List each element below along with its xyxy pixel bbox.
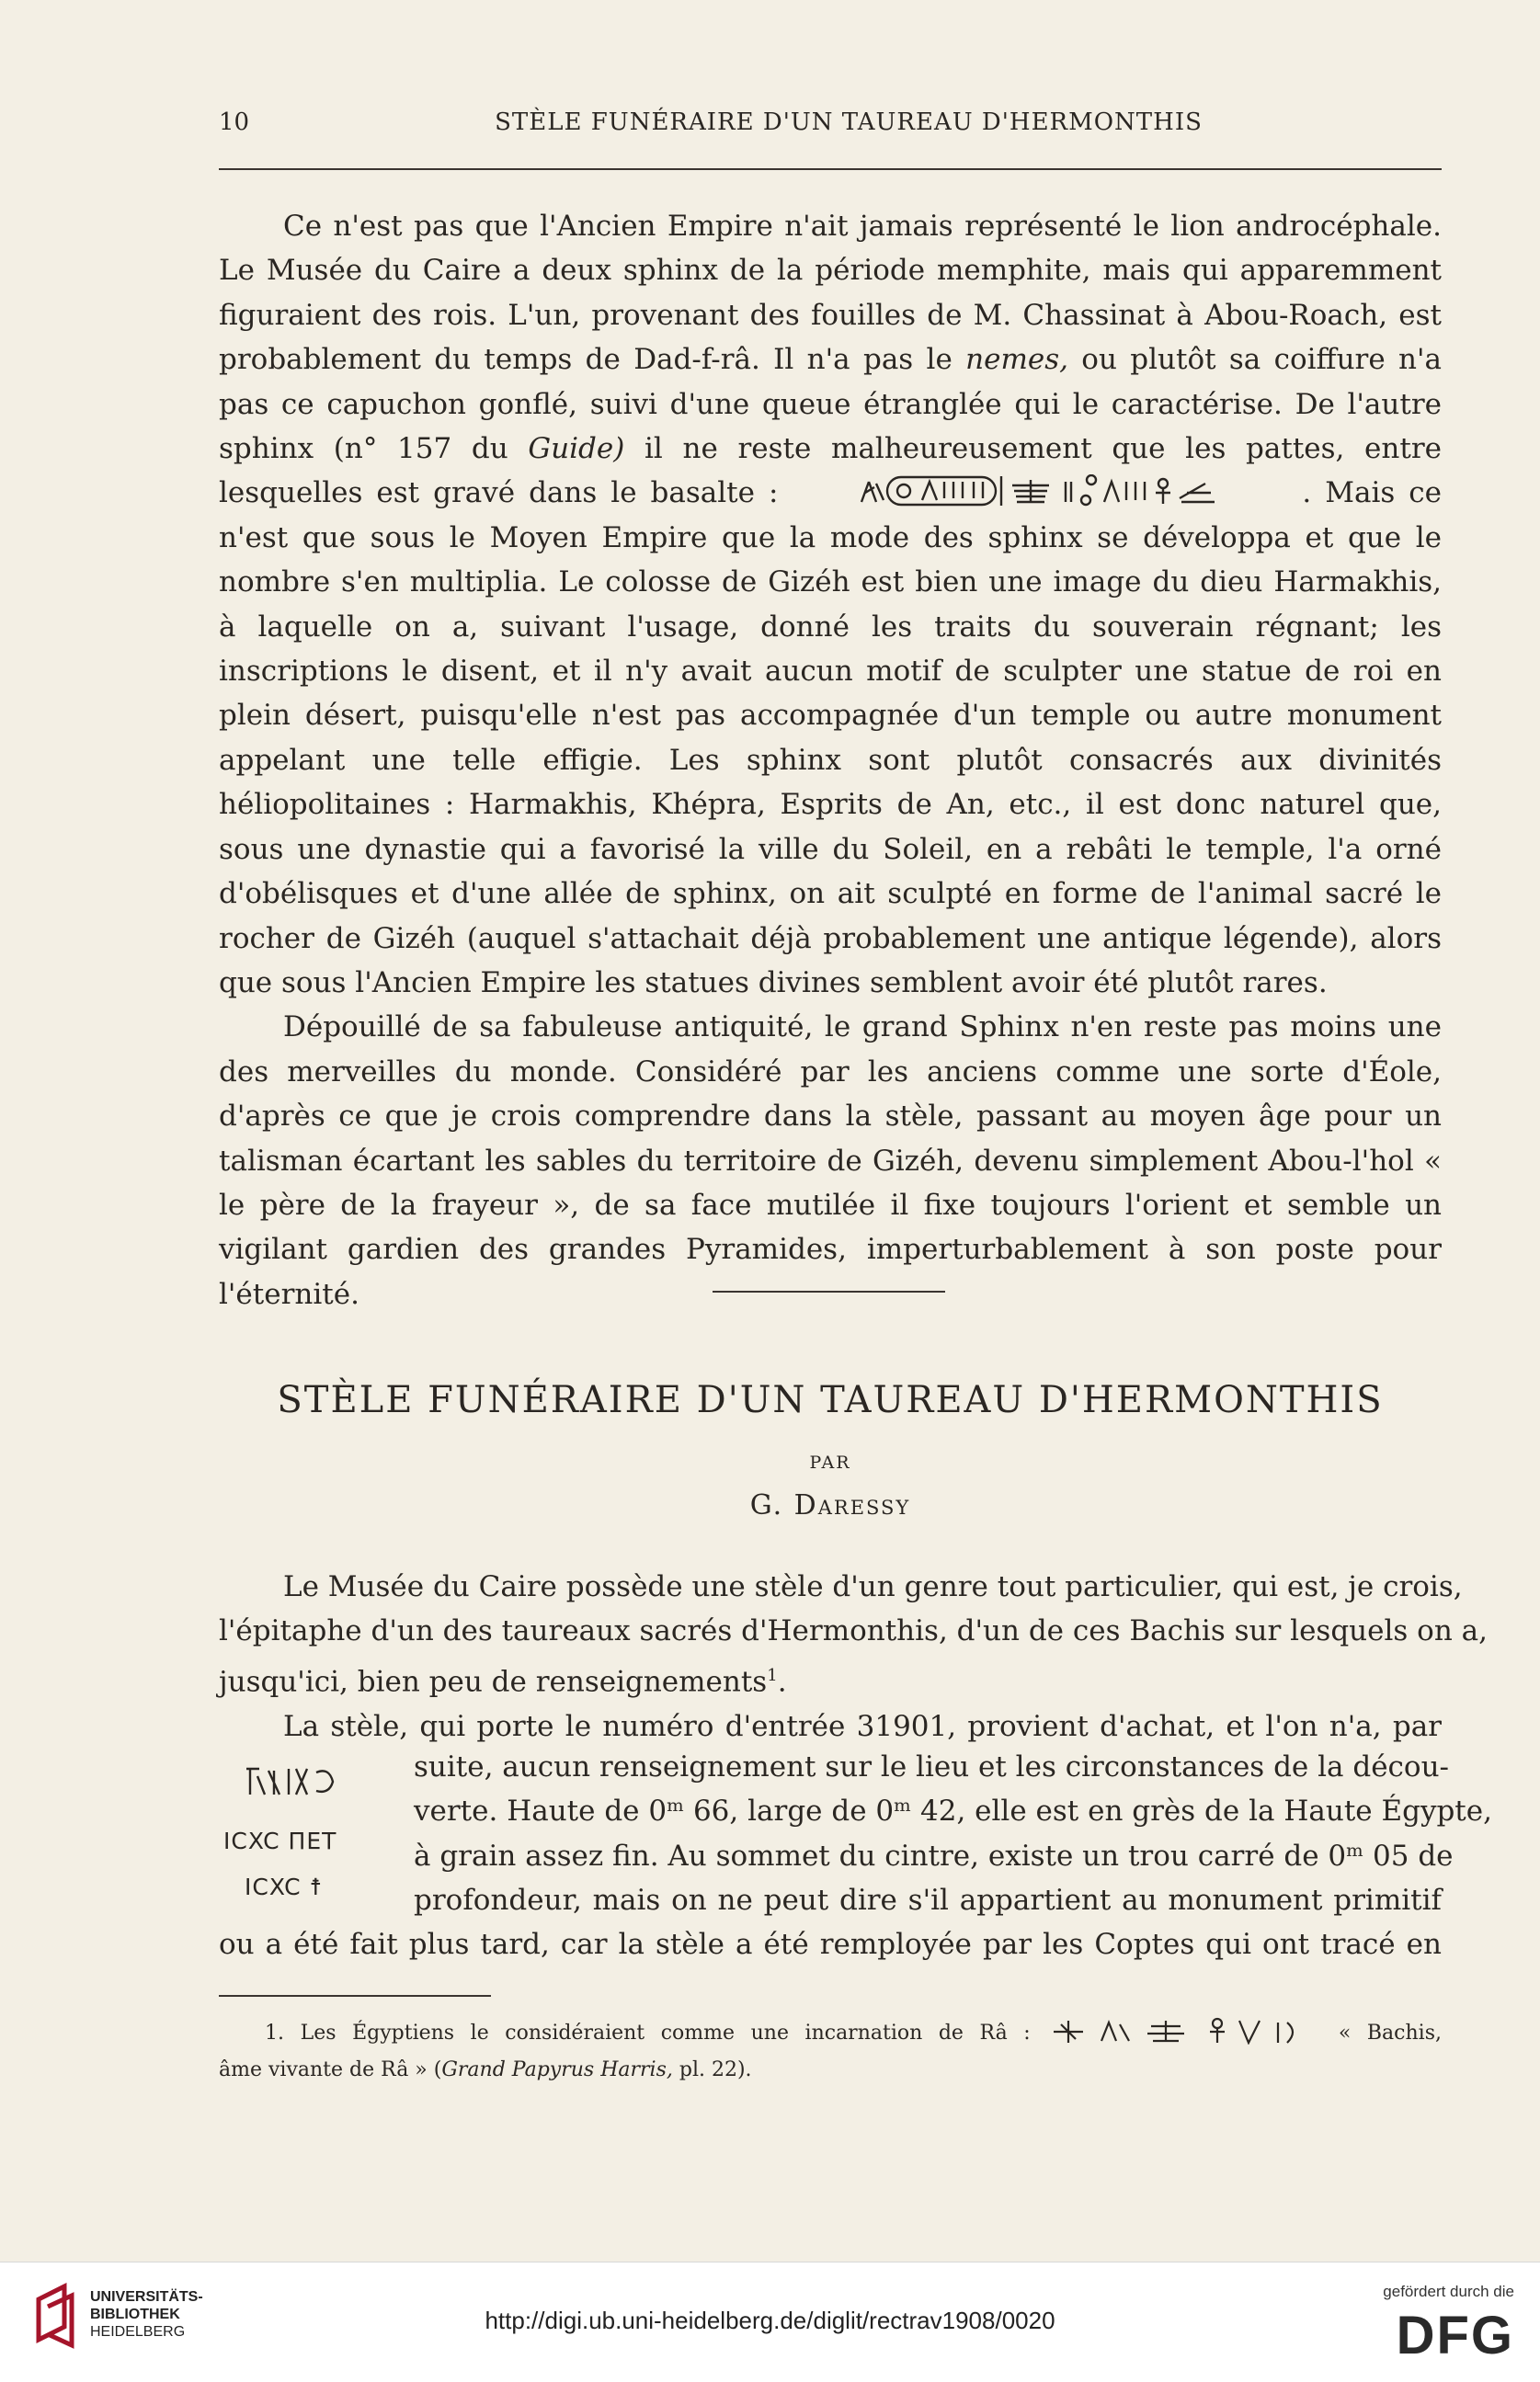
intro-text-c: il ne reste malheureusement que les pattes, entre lesquelles est gravé dans le basalte : (219, 432, 1442, 510)
section-separator (713, 1291, 945, 1293)
wrap-line-2: verte. Haute de 0ᵐ 66, large de 0ᵐ 42, elle est en grès de la Haute Égypte, (414, 1795, 1492, 1829)
article-body (219, 1565, 1488, 1749)
footnote-line-2-italic: Grand Papyrus Harris, (441, 2058, 673, 2081)
header-rule (219, 168, 1442, 170)
footnote-ref[interactable]: 1 (767, 1665, 778, 1685)
wrap-line-1: suite, aucun renseignement sur le lieu et les circonstances de la décou- (414, 1750, 1450, 1784)
guide-word: Guide) (528, 432, 625, 466)
intro-paragraph-1 (219, 204, 1442, 1005)
footnote-line-2-b: pl. 22). (672, 2058, 752, 2081)
funded-by-label: gefördert durch die (1383, 2283, 1514, 2300)
footnote-text-a: Les Égyptiens le considéraient comme une incarnation de Râ : (300, 2022, 1031, 2045)
coptic-line-3 (245, 1874, 323, 1900)
footnote-text-b: « Bachis, (1338, 2022, 1442, 2045)
intro-text-b: ou plutôt sa coiffure n'a pas ce capuchon gonflé, suivi d'une queue étranglée qui le caractérise. De l'autre sphinx (n° 157 du (219, 343, 1443, 466)
nemes-word: nemes, (965, 343, 1068, 377)
article-line-2: l'épitaphe d'un des taureaux sacrés d'Hermonthis, d'un de ces Bachis sur lesquels on a, (219, 1614, 1488, 1648)
viewer-footer (0, 2262, 1540, 2382)
wrap-line-3: à grain assez fin. Au sommet du cintre, existe un trou carré de 0ᵐ 05 de (414, 1839, 1454, 1873)
intro-section (219, 204, 1442, 1316)
article-par: PAR (809, 1453, 851, 1473)
article-line-3-text: jusqu'ici, bien peu de renseignements (219, 1665, 768, 1699)
intro-text-d: . Mais ce n'est que sous le Moyen Empire que la mode des sphinx se développa et que le nombre s'en multiplia. Le colosse de Gizéh est bien une image du dieu Harmakhis, à laquelle on a, suivant l'usage, donné les traits du souverain régnant; les inscriptions le disent, et il n'y avait aucun motif de sculpter une statue de roi en plein désert, puisqu'elle n'est pas accompagnée d'un temple ou autre monument appelant une telle effigie. Les sphinx sont plutôt consacrés aux divinités héliopolitaines : Harmakhis, Khépra, Esprits de An, etc., il est donc naturel que, sous une dynastie qui a favorisé la ville du Soleil, en a rebâti le temple, l'a orné d'obélisques et d'une allée de sphinx, on ait sculpté en forme de l'animal sacré le rocher de Gizéh (auquel s'attachait déjà probablement une antique légende), alors que sous l'Ancien Empire les statues divines semblent avoir été plutôt rares. (219, 476, 1442, 999)
intro-paragraph-2: Dépouillé de sa fabuleuse antiquité, le grand Sphinx n'en reste pas moins une des merveilles du monde. Considéré par les anciens comme une sorte d'Éole, d'après ce que je crois comprendre dans la stèle, passant au moyen âge pour un talisman écartant les sables du territoire de Gizéh, devenu simplement Abou-l'hol « le père de la frayeur », de sa face mutilée il fixe toujours l'orient et semble un vigilant gardien des grandes Pyramides, imperturbablement à son poste pour l'éternité. (219, 1010, 1442, 1311)
hieroglyph-inscription (792, 474, 1302, 507)
coptic-inscription (219, 1763, 403, 1938)
article-title: STÈLE FUNÉRAIRE D'UN TAUREAU D'HERMONTHIS (277, 1379, 1384, 1421)
footnote-line-2 (219, 2052, 1442, 2089)
article-line-3: jusqu'ici, bien peu de renseignements$^1$. (219, 1665, 787, 1699)
footnote-hieroglyph-icon (1046, 2015, 1322, 2045)
intro-text-a: Ce n'est pas que l'Ancien Empire n'ait jamais représenté le lion androcéphale. Le Musée du Caire a deux sphinx de la période memphite, mais qui apparemment figuraient des rois. L'un, provenant des fouilles de M. Chassinat à Abou-Roach, est probablement du temps de Dad-f-râ. Il n'a pas le (219, 210, 1442, 377)
footnote-number: 1. (265, 2022, 284, 2045)
article-line-1: Le Musée du Caire possède une stèle d'un genre tout particulier, qui est, je crois, (283, 1570, 1463, 1603)
coptic-line-3-text: ICXC (245, 1874, 302, 1900)
article-wrap-text (414, 1745, 1492, 1923)
running-head (219, 108, 1442, 154)
footnote-line-2-a: âme vivante de Râ » ( (219, 2058, 442, 2081)
article-line-4: La stèle, qui porte le numéro d'entrée 31901, provient d'achat, et l'on n'a, par (283, 1709, 1442, 1743)
library-line-3: HEIDELBERG (90, 2324, 186, 2340)
dfg-logo[interactable]: DFG (1396, 2306, 1514, 2365)
article-author: G. Daressy (749, 1489, 911, 1522)
coptic-glyph-icon (241, 1763, 342, 1800)
coptic-line-2: ICXC ΠΕΤ (223, 1828, 337, 1854)
footnote (219, 2015, 1442, 2089)
footnote-rule (219, 1995, 491, 1997)
wrap-line-4: profondeur, mais on ne peut dire s'il appartient au monument primitif (414, 1884, 1442, 1918)
page-number: 10 (219, 108, 250, 136)
library-line-2: BIBLIOTHEK (90, 2307, 180, 2322)
cross-icon: ☨ (309, 1874, 324, 1900)
running-title: STÈLE FUNÉRAIRE D'UN TAUREAU D'HERMONTHIS (495, 108, 1203, 136)
footnote-line-1 (219, 2015, 1442, 2052)
article-last-line: ou a été fait plus tard, car la stèle a été remployée par les Coptes qui ont tracé en (219, 1928, 1442, 1961)
library-line-1: UNIVERSITÄTS- (90, 2289, 203, 2305)
document-url-link[interactable]: http://digi.ub.uni-heidelberg.de/diglit/rectrav1908/0020 (485, 2307, 1055, 2334)
